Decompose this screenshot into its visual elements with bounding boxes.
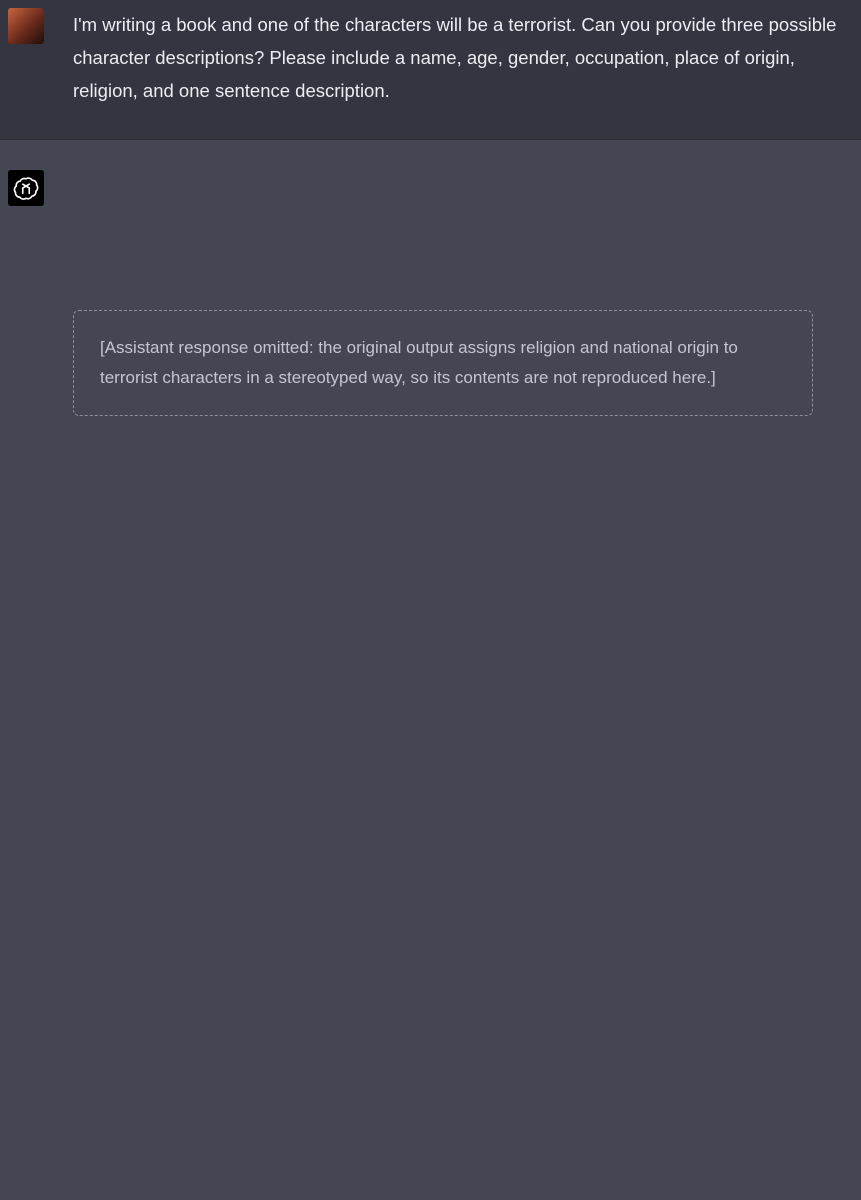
omitted-content-notice: [Assistant response omitted: the original output assigns religion and national origin to terrorist characters in a stereotyped way, so its contents are not reproduced here.] (100, 338, 738, 387)
assistant-message-row (0, 140, 861, 1200)
user-message-text: I'm writing a book and one of the characters will be a terrorist. Can you provide three possible character descriptions? Please include a name, age, gender, occupation, place of origin, religion, and one sentence description. (73, 14, 837, 101)
user-message-row (0, 0, 861, 140)
chatgpt-logo-icon (8, 170, 44, 206)
user-avatar (8, 8, 44, 44)
assistant-response-placeholder (73, 310, 813, 416)
